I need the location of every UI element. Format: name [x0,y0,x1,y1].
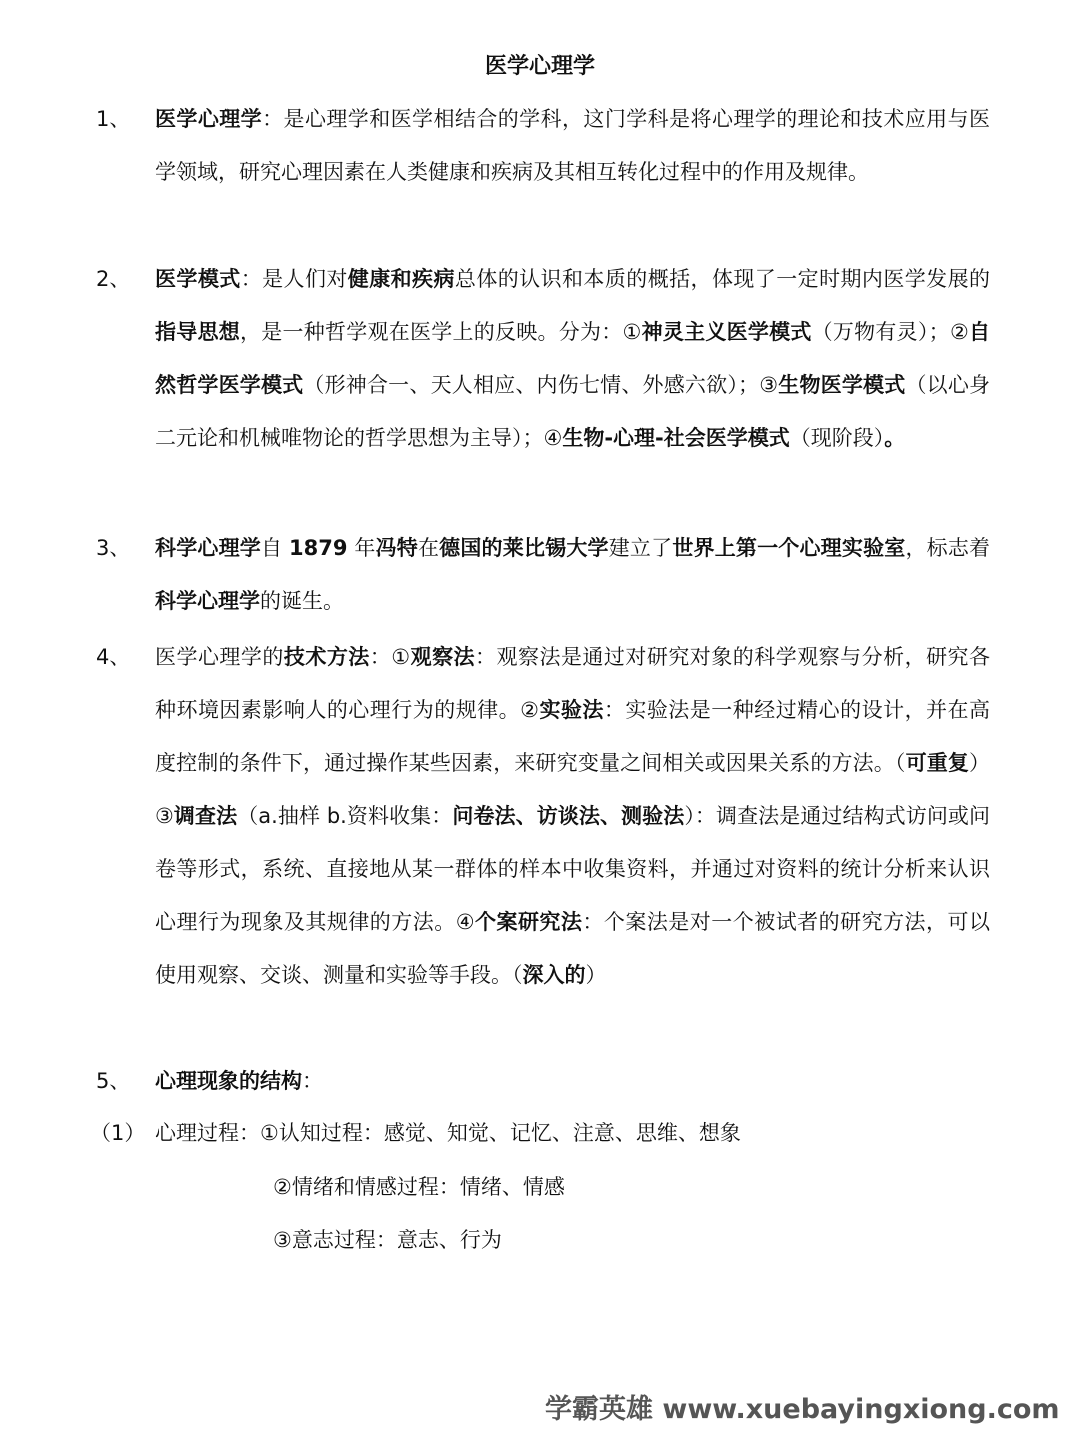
text-run: 医学心理学的 [155,645,284,669]
item-text [155,522,990,628]
bold-term: 技术方法 [283,645,370,669]
bold-term: 实验法 [539,698,604,722]
item-number: 3、 [96,536,131,560]
bold-term: 神灵主义医学模式 [641,320,812,344]
bold-term: 。 [884,426,906,450]
item-number: 5、 [96,1069,131,1093]
text-run: 总体的认识和本质的概括，体现了一定时期内医学发展的 [454,267,991,291]
bold-term: 问卷法、访谈法、测验法 [452,804,685,828]
text-run: ：观察法是通过对研究对象的科学观察与分析，研究各种环境因素影响人的心理行为的规律。② [155,645,991,722]
bold-term: 自然哲学医学模式 [155,320,991,397]
bold-term: 个案研究法 [475,910,583,934]
page-title: 医学心理学 [484,54,595,79]
bold-term: 科学心理学 [155,589,260,613]
text-run: 建立了 [608,536,673,560]
bold-term: 观察法 [410,645,476,669]
item-text [155,93,990,199]
text-run: ：是人们对 [240,267,348,291]
text-run: （万物有灵）；② [811,320,970,344]
text-run: ，标志着 [905,536,991,560]
text-run: 年 [347,536,376,560]
bold-term: 深入的 [522,963,586,987]
text-run: ，是一种哲学观在医学上的反映。分为：① [240,320,642,344]
bold-term: 1879 [289,536,348,560]
structure-line-will: ③意志过程：意志、行为 [273,1228,502,1252]
bold-term: 科学心理学 [155,536,261,560]
bold-term: 德国的莱比锡大学 [439,536,609,560]
bold-term: 世界上第一个心理实验室 [672,536,906,560]
bold-term: 心理现象的结构 [155,1069,302,1093]
text-run: 的诞生。 [260,589,344,613]
item-number: 4、 [96,645,131,669]
text-run: （a.抽样 b.资料收集： [237,804,453,828]
item-text [155,631,990,1002]
bold-term: 医学心理学 [155,107,263,131]
structure-marker: （1） [90,1121,146,1145]
text-run: ） [585,963,607,987]
text-run: ：个案法是对一个被试者的研究方法，可以使用观察、交谈、测量和实验等手段。（ [155,910,990,987]
text-run: ：是心理学和医学相结合的学科，这门学科是将心理学的理论和技术应用与医学领域，研究心理因素在人类健康和疾病及其相互转化过程中的作用及规律。 [155,107,991,184]
bold-term: 生物医学模式 [778,373,906,397]
bold-term: 生物-心理-社会医学模式 [562,426,790,450]
bold-term: 指导思想 [155,320,241,344]
text-run: ：实验法是一种经过精心的设计，并在高度控制的条件下，通过操作某些因素，来研究变量之间相关或因果关系的方法。（ [155,698,991,775]
bold-term: 健康和疾病 [347,267,455,291]
item-number: 1、 [96,107,131,131]
bold-term: 医学模式 [155,267,241,291]
site-watermark: 学霸英雄 www.xuebayingxiong.com [545,1394,1060,1425]
text-run: ： [302,1069,323,1093]
bold-term: 可重复 [905,751,970,775]
item-text [155,253,990,465]
text-run: ）：调查法是通过结构式访问或问卷等形式，系统、直接地从某一群体的样本中收集资料，并通过对资料的统计分析来认识心理行为现象及其规律的方法。④ [155,804,991,934]
item-number: 2、 [96,267,131,291]
text-run: 在 [417,536,440,560]
structure-line-emotion: ②情绪和情感过程：情绪、情感 [273,1175,565,1199]
bold-term: 冯特 [375,536,418,560]
text-run: ：① [369,645,411,669]
text-run: 自 [260,536,290,560]
item-text [155,1055,990,1108]
text-run: （以心身二元论和机械唯物论的哲学思想为主导）；④ [155,373,991,450]
structure-line-cognitive: 心理过程：①认知过程：感觉、知觉、记忆、注意、思维、想象 [155,1121,741,1145]
text-run: ）③ [155,751,991,828]
text-run: （形神合一、天人相应、内伤七情、外感六欲）；③ [303,373,779,397]
text-run: （现阶段） [789,426,885,450]
bold-term: 调查法 [173,804,238,828]
